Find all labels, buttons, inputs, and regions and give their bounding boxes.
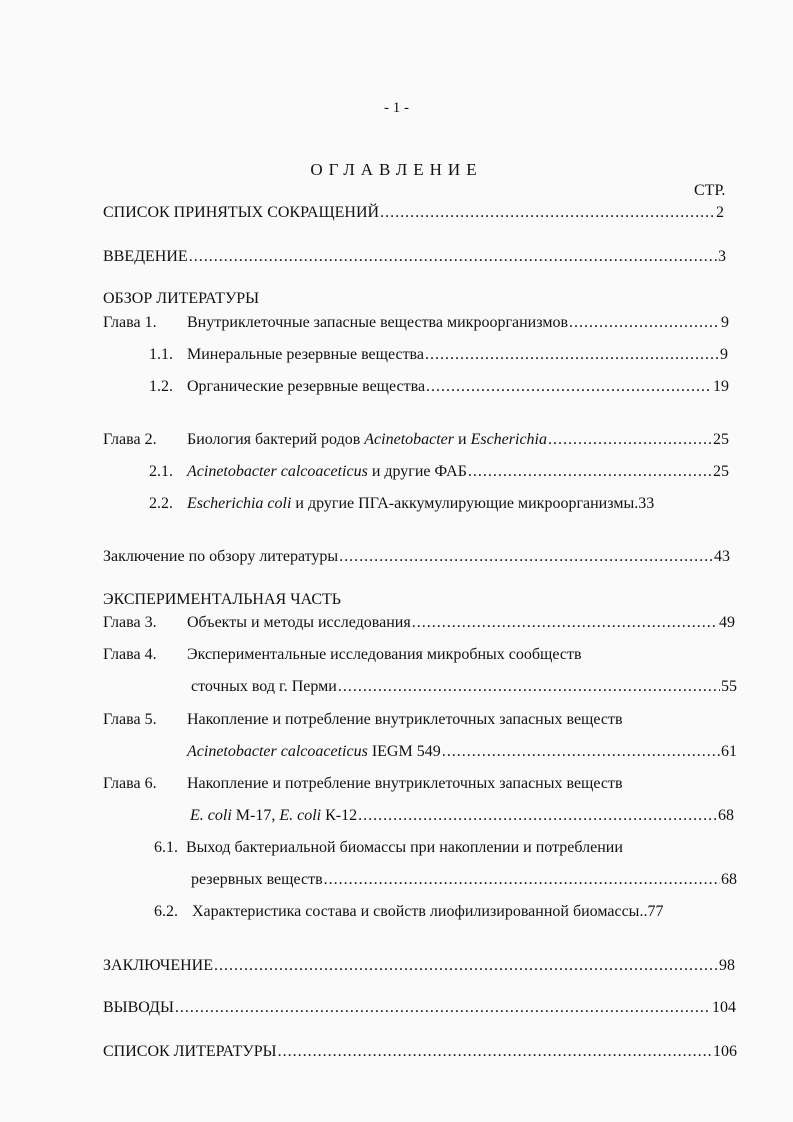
toc-entry-section-6-1-line-2[interactable]: [191, 871, 737, 889]
toc-page-number: 98: [719, 957, 735, 974]
toc-page-number: 25: [713, 463, 729, 480]
toc-leader: [278, 1043, 712, 1061]
toc-entry-review-conclusion[interactable]: [103, 548, 730, 566]
toc-text-part: Биология бактерий родов: [187, 431, 365, 448]
toc-entry-text: СПИСОК ПРИНЯТЫХ СОКРАЩЕНИЙ: [103, 204, 380, 221]
toc-page-number: 106: [713, 1043, 737, 1060]
toc-entry-section-6-1-line-1[interactable]: [154, 839, 623, 857]
toc-entry-abbreviations[interactable]: [103, 204, 724, 222]
toc-entry-references[interactable]: [103, 1043, 737, 1061]
toc-page-number: 9: [720, 346, 728, 363]
toc-leader: [548, 431, 712, 449]
strain-id: IEGM 549: [367, 743, 441, 760]
toc-entry-label: Глава 3.: [103, 614, 157, 631]
toc-entry-text: ВВЕДЕНИЕ: [103, 248, 188, 265]
toc-leader: [426, 378, 712, 396]
toc-entry-text: [187, 495, 654, 513]
species-name: Acinetobacter calcoaceticus: [187, 463, 368, 480]
toc-page-number: 25: [713, 431, 729, 448]
toc-leader: [338, 678, 720, 696]
toc-leader: [412, 614, 718, 632]
toc-leader: [214, 957, 718, 975]
toc-entry-label: 2.1.: [149, 463, 173, 480]
toc-entry-text: Заключение по обзору литературы: [103, 548, 339, 565]
toc-leader: [189, 248, 717, 266]
species-name: Acinetobacter calcoaceticus: [187, 743, 368, 760]
toc-leader: [380, 204, 715, 222]
toc-entry-text: [187, 431, 547, 449]
toc-entry-label: Глава 6.: [103, 775, 157, 792]
toc-entry-section-2-1[interactable]: [149, 463, 729, 481]
toc-entry-findings[interactable]: [103, 999, 736, 1017]
toc-page-number: 68: [718, 807, 734, 824]
toc-entry-label: 6.1.: [154, 839, 178, 856]
toc-leader: [425, 346, 719, 364]
toc-entry-text: СПИСОК ЛИТЕРАТУРЫ: [103, 1043, 277, 1060]
toc-page-number: 9: [721, 314, 729, 331]
toc-entry-text: Выход бактериальной биомассы при накоплении и потреблении: [186, 839, 623, 856]
strain-id: К-12: [321, 807, 358, 824]
toc-entry-text: Минеральные резервные вещества: [187, 346, 424, 363]
toc-leader: [324, 871, 720, 889]
genus-name: Acinetobacter: [364, 431, 455, 448]
genus-name: Escherichia: [470, 431, 547, 448]
toc-page-number: 61: [721, 743, 737, 760]
strain-id: М-17,: [231, 807, 280, 824]
toc-leader: [569, 314, 720, 332]
toc-entry-label: Глава 1.: [103, 314, 157, 331]
toc-entry-section-1-1[interactable]: [149, 346, 728, 364]
species-name: E. coli: [190, 807, 232, 824]
toc-entry-chapter-6-line-2[interactable]: [190, 807, 734, 825]
toc-entry-text: сточных вод г. Перми: [191, 678, 337, 695]
toc-entry-text: Накопление и потребление внутриклеточных запасных веществ: [187, 775, 623, 792]
toc-entry-text: Внутриклеточные запасные вещества микроорганизмов: [187, 314, 569, 331]
toc-entry-chapter-3[interactable]: [103, 614, 735, 632]
toc-entry-text: Объекты и методы исследования: [187, 614, 411, 631]
toc-entry-label: 2.2.: [149, 495, 173, 512]
page-number: - 1 -: [384, 100, 409, 116]
toc-leader: [468, 463, 712, 481]
toc-entry-text: [187, 463, 467, 481]
toc-page-number: 49: [719, 614, 735, 631]
toc-entry-chapter-4-line-1[interactable]: [103, 646, 582, 664]
toc-entry-label: Глава 5.: [103, 711, 157, 728]
toc-entry-chapter-6-line-1[interactable]: [103, 775, 623, 793]
toc-page-number: 3: [718, 248, 726, 265]
toc-page-number: ..77: [639, 903, 664, 920]
species-name: E. coli: [279, 807, 322, 824]
toc-page-number: 55: [721, 678, 737, 695]
toc-text-part: и: [454, 431, 471, 448]
section-heading-experimental: ЭКСПЕРИМЕНТАЛЬНАЯ ЧАСТЬ: [103, 591, 341, 608]
toc-entry-text: ЗАКЛЮЧЕНИЕ: [103, 957, 213, 974]
toc-entry-text: [190, 807, 357, 825]
toc-entry-label: 6.2.: [154, 903, 178, 920]
toc-entry-label: 1.1.: [149, 346, 173, 363]
toc-page-number: .33: [634, 495, 655, 512]
toc-entry-chapter-4-line-2[interactable]: [191, 678, 737, 696]
toc-entry-label: 1.2.: [149, 378, 173, 395]
toc-page-number: 2: [716, 204, 724, 221]
toc-entry-section-6-2[interactable]: [154, 903, 663, 921]
section-heading-review: ОБЗОР ЛИТЕРАТУРЫ: [103, 290, 260, 307]
toc-text-part: и другие ФАБ: [367, 463, 467, 480]
toc-entry-text: Накопление и потребление внутриклеточных запасных веществ: [187, 711, 623, 728]
page-column-header: СТР.: [694, 182, 726, 199]
toc-page-number: 19: [713, 378, 729, 395]
toc-leader: [175, 999, 711, 1017]
species-name: Escherichia coli: [187, 495, 292, 512]
toc-entry-label: Глава 4.: [103, 646, 157, 663]
toc-page-number: 43: [714, 548, 730, 565]
toc-entry-text: Органические резервные вещества: [187, 378, 426, 395]
toc-entry-section-2-2[interactable]: [149, 495, 654, 513]
toc-entry-text: резервных веществ: [191, 871, 323, 888]
toc-entry-introduction[interactable]: [103, 248, 726, 266]
toc-text-part: и другие ПГА-аккумулирующие микроорганизмы: [291, 495, 635, 512]
toc-entry-label: Глава 2.: [103, 431, 157, 448]
toc-entry-chapter-5-line-1[interactable]: [103, 711, 623, 729]
toc-leader: [339, 548, 713, 566]
toc-leader: [358, 807, 717, 825]
page-title: ОГЛАВЛЕНИЕ: [310, 160, 483, 179]
toc-entry-text: Экспериментальные исследования микробных сообществ: [187, 646, 582, 663]
toc-entry-chapter-2[interactable]: [103, 431, 729, 449]
toc-page-number: 104: [712, 999, 736, 1016]
toc-entry-text: [187, 743, 441, 761]
toc-entry-chapter-1[interactable]: [103, 314, 729, 332]
toc-page-number: 68: [721, 871, 737, 888]
toc-entry-chapter-5-line-2[interactable]: [187, 743, 737, 761]
toc-leader: [442, 743, 720, 761]
toc-entry-text: Характеристика состава и свойств лиофилизированной биомассы: [192, 903, 640, 920]
toc-entry-section-1-2[interactable]: [149, 378, 729, 396]
toc-entry-conclusion[interactable]: [103, 957, 735, 975]
toc-entry-text: ВЫВОДЫ: [103, 999, 174, 1016]
